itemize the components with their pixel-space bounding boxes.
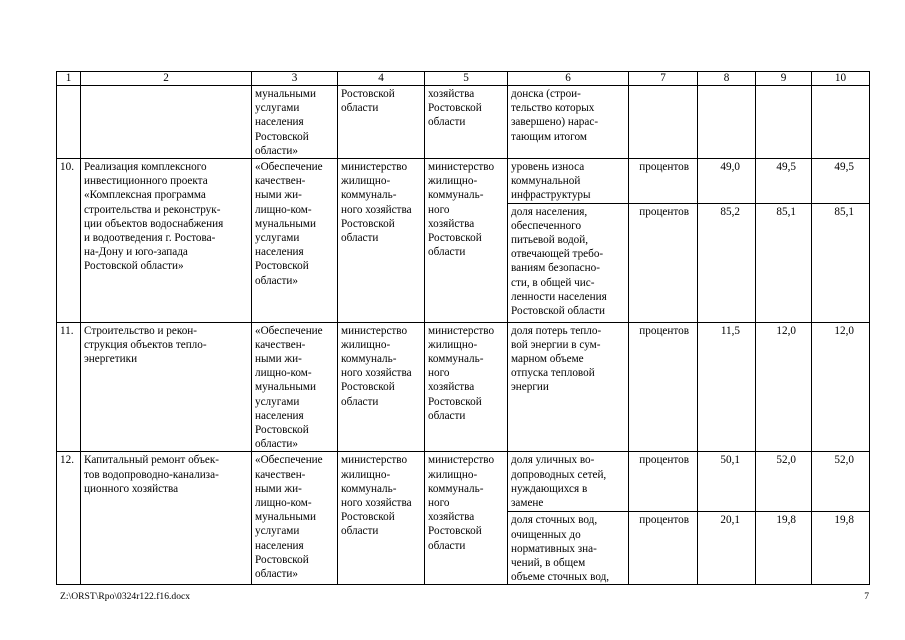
value-col10: 19,8 <box>812 512 870 585</box>
value-col10: 52,0 <box>812 452 870 512</box>
participant-cell: министерство жилищно- коммуналь- ного хозяйства Ростовской области <box>425 322 508 452</box>
column-number: 9 <box>756 72 812 86</box>
value-col8: 50,1 <box>698 452 756 512</box>
executor-cell: министерство жилищно- коммуналь- ного хозяйства Ростовской области <box>338 452 425 585</box>
value-col9: 19,8 <box>756 512 812 585</box>
unit-cell: процентов <box>629 512 698 585</box>
value-col8: 85,2 <box>698 203 756 322</box>
indicator-cell: донска (строи- тельство которых завершено) нарас- тающим итогом <box>508 86 629 159</box>
indicator-cell: доля сточных вод, очищенных до нормативных зна- чений, в общем объеме сточных вод, <box>508 512 629 585</box>
table-row <box>57 452 870 512</box>
row-number: 12. <box>57 452 81 585</box>
continuation-row <box>57 86 870 159</box>
program-cell: мунальными услугами населения Ростовской области» <box>252 86 338 159</box>
unit-cell: процентов <box>629 203 698 322</box>
column-number: 10 <box>812 72 870 86</box>
unit-cell: процентов <box>629 322 698 452</box>
column-number-row <box>57 72 870 86</box>
participant-cell: министерство жилищно- коммуналь- ного хозяйства Ростовской области <box>425 452 508 585</box>
value-col10: 85,1 <box>812 203 870 322</box>
table-row <box>57 159 870 204</box>
row-number: 11. <box>57 322 81 452</box>
program-cell: «Обеспечение качествен- ными жи- лищно-ком- мунальными услугами населения Ростовской области» <box>252 159 338 323</box>
program-cell: «Обеспечение качествен- ными жи- лищно-ком- мунальными услугами населения Ростовской области» <box>252 452 338 585</box>
value-col8: 20,1 <box>698 512 756 585</box>
measure-name: Реализация комплексного инвестиционного проекта «Комплексная программа строительства и реконструк- ции объектов водоснабжения и водоотведения г. Ростова- на-Дону и юго-запада Ростовской области» <box>81 159 252 323</box>
executor-cell: министерство жилищно- коммуналь- ного хозяйства Ростовской области <box>338 322 425 452</box>
column-number: 4 <box>338 72 425 86</box>
value-col8: 11,5 <box>698 322 756 452</box>
table-row <box>57 322 870 452</box>
measures-table <box>56 71 870 585</box>
column-number: 2 <box>81 72 252 86</box>
page-footer <box>60 591 869 602</box>
value-col9: 85,1 <box>756 203 812 322</box>
value-col10: 49,5 <box>812 159 870 204</box>
file-path: Z:\ORST\Rpo\0324r122.f16.docx <box>60 591 191 602</box>
measure-name: Строительство и рекон- струкция объектов тепло- энергетики <box>81 322 252 452</box>
column-number: 5 <box>425 72 508 86</box>
value-col9: 49,5 <box>756 159 812 204</box>
page-number: 7 <box>864 591 869 602</box>
indicator-cell: доля уличных во- допроводных сетей, нуждающихся в замене <box>508 452 629 512</box>
column-number: 3 <box>252 72 338 86</box>
unit-cell: процентов <box>629 452 698 512</box>
column-number: 6 <box>508 72 629 86</box>
unit-cell: процентов <box>629 159 698 204</box>
measure-name: Капитальный ремонт объек- тов водопроводно-канализа- ционного хозяйства <box>81 452 252 585</box>
value-col10: 12,0 <box>812 322 870 452</box>
program-cell: «Обеспечение качествен- ными жи- лищно-ком- мунальными услугами населения Ростовской области» <box>252 322 338 452</box>
column-number: 7 <box>629 72 698 86</box>
value-col8: 49,0 <box>698 159 756 204</box>
column-number: 8 <box>698 72 756 86</box>
value-col9: 52,0 <box>756 452 812 512</box>
column-number: 1 <box>57 72 81 86</box>
indicator-cell: доля потерь тепло- вой энергии в сум- марном объеме отпуска тепловой энергии <box>508 322 629 452</box>
value-col9: 12,0 <box>756 322 812 452</box>
indicator-cell: уровень износа коммунальной инфраструктуры <box>508 159 629 204</box>
participant-cell: хозяйства Ростовской области <box>425 86 508 159</box>
participant-cell: министерство жилищно- коммуналь- ного хозяйства Ростовской области <box>425 159 508 323</box>
indicator-cell: доля населения, обеспеченного питьевой водой, отвечающей требо- ваниям безопасно- сти, в общей чис- ленности населения Ростовской области <box>508 203 629 322</box>
row-number: 10. <box>57 159 81 323</box>
executor-cell: Ростовской области <box>338 86 425 159</box>
executor-cell: министерство жилищно- коммуналь- ного хозяйства Ростовской области <box>338 159 425 323</box>
